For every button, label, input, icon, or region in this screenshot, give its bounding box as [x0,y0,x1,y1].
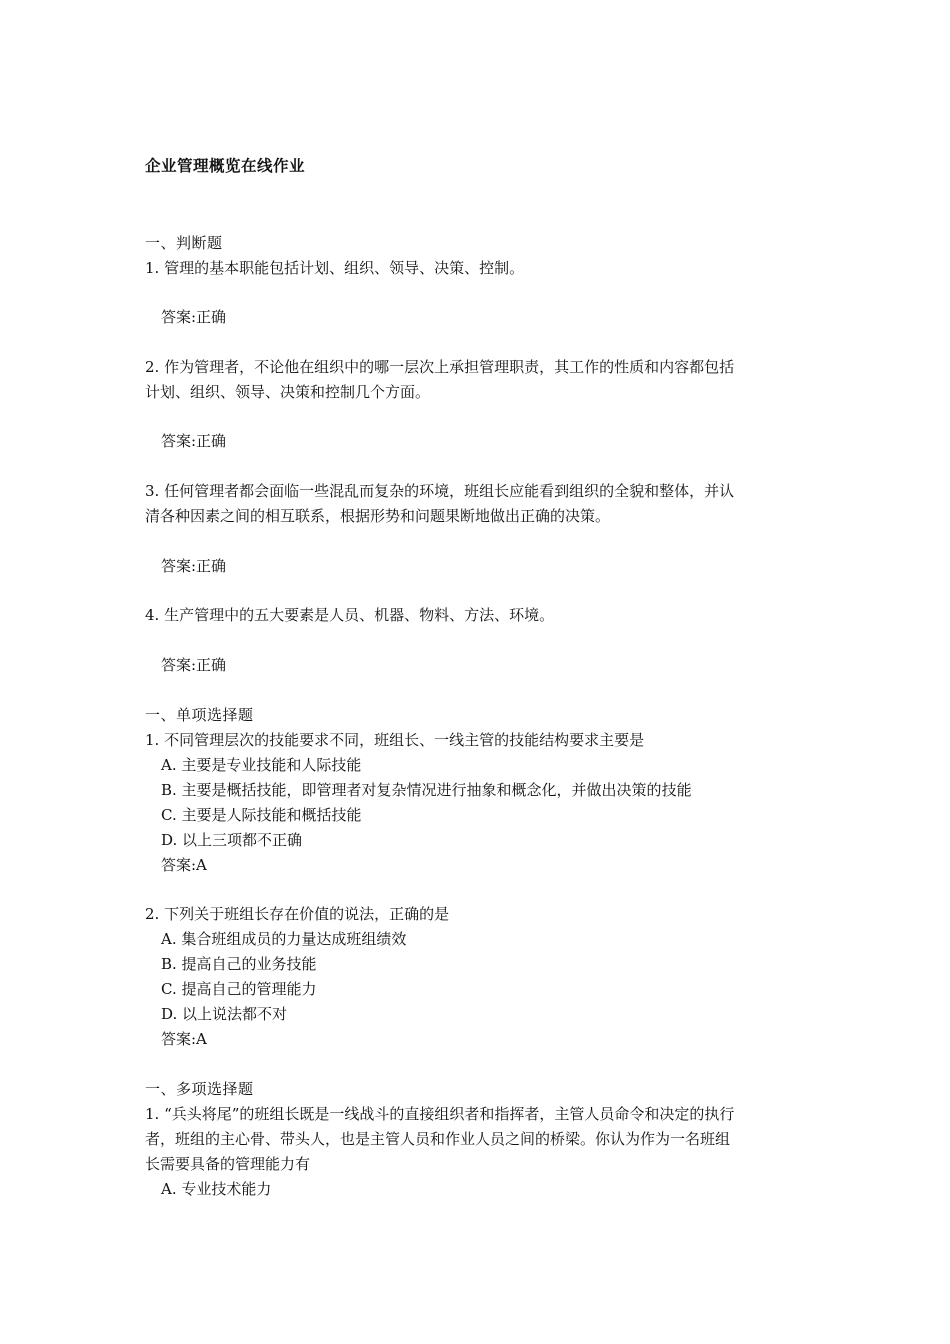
option: A. 专业技术能力 [161,1180,272,1198]
section-heading: 一、多项选择题 [145,1080,254,1098]
option: D. 以上三项都不正确 [161,831,303,849]
question-text: 长需要具备的管理能力有 [145,1155,311,1173]
option: C. 提高自己的管理能力 [161,980,317,998]
question-text: 1. 不同管理层次的技能要求不同，班组长、一线主管的技能结构要求主要是 [145,731,645,749]
section-heading: 一、判断题 [145,234,223,252]
answer: 答案:正确 [161,432,227,450]
option: B. 主要是概括技能，即管理者对复杂情况进行抽象和概念化，并做出决策的技能 [161,781,692,799]
answer: 答案:正确 [161,308,227,326]
answer: 答案:A [161,1030,207,1048]
question-text: 1. “兵头将尾”的班组长既是一线战斗的直接组织者和指挥者，主管人员命令和决定的执行 [145,1105,735,1123]
answer: 答案:正确 [161,557,227,575]
question-text: 4. 生产管理中的五大要素是人员、机器、物料、方法、环境。 [145,606,555,624]
option: A. 集合班组成员的力量达成班组绩效 [161,930,407,948]
question-text: 1. 管理的基本职能包括计划、组织、领导、决策、控制。 [145,259,525,277]
document-title: 企业管理概览在线作业 [145,157,306,175]
question-text: 2. 作为管理者，不论他在组织中的哪一层次上承担管理职责，其工作的性质和内容都包括 [145,358,735,376]
question-text: 计划、组织、领导、决策和控制几个方面。 [145,383,431,401]
question-text: 3. 任何管理者都会面临一些混乱而复杂的环境，班组长应能看到组织的全貌和整体，并认 [145,482,735,500]
question-text: 清各种因素之间的相互联系，根据形势和问题果断地做出正确的决策。 [145,507,611,525]
option: B. 提高自己的业务技能 [161,955,317,973]
answer: 答案:A [161,856,207,874]
answer: 答案:正确 [161,656,227,674]
question-text: 2. 下列关于班组长存在价值的说法，正确的是 [145,905,450,923]
option: C. 主要是人际技能和概括技能 [161,806,362,824]
section-heading: 一、单项选择题 [145,706,254,724]
question-text: 者，班组的主心骨、带头人，也是主管人员和作业人员之间的桥梁。你认为作为一名班组 [145,1130,731,1148]
option: A. 主要是专业技能和人际技能 [161,756,362,774]
option: D. 以上说法都不对 [161,1005,288,1023]
